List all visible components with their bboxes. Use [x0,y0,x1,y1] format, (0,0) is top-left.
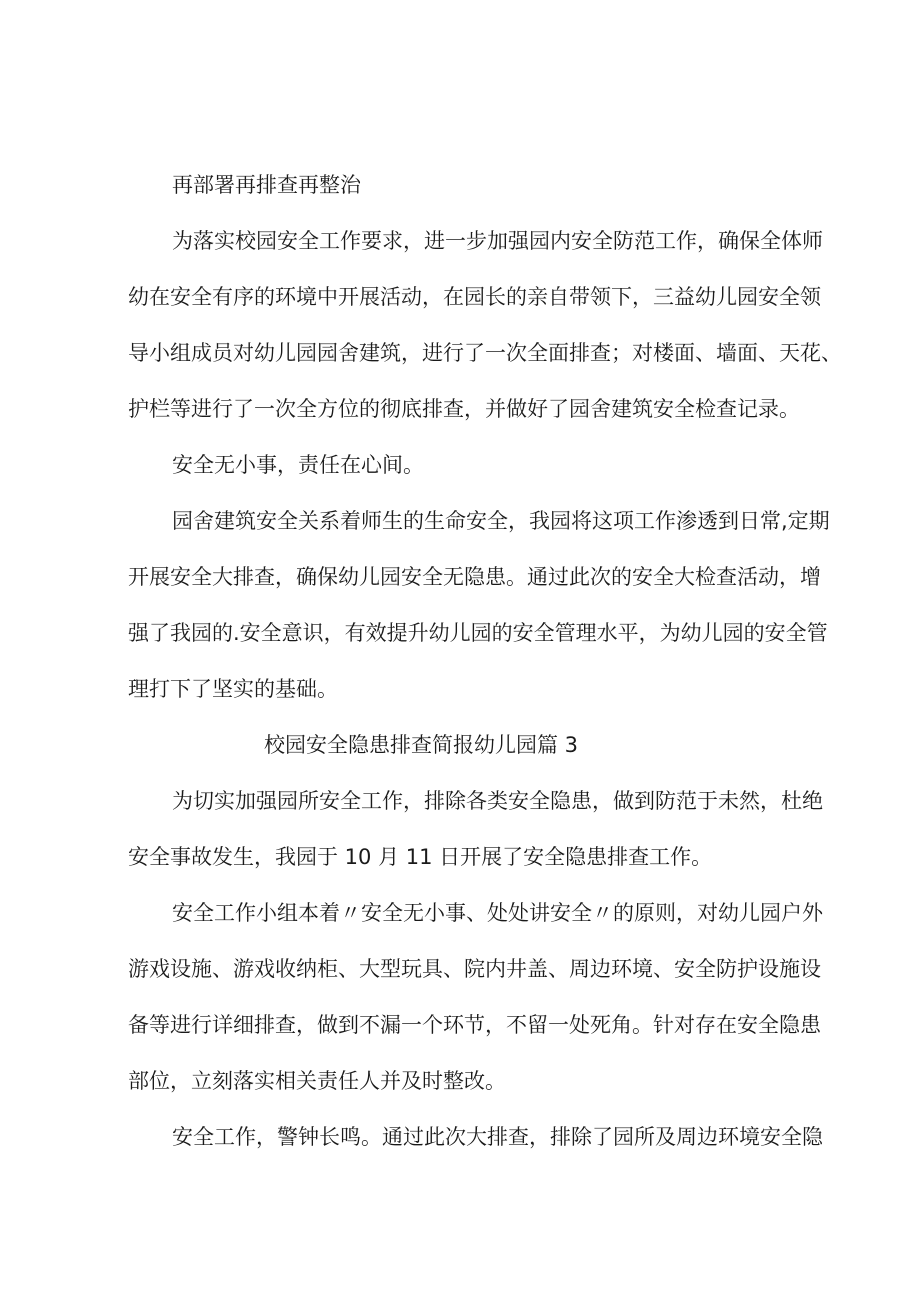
paragraph-line: 备等进行详细排查，做到不漏一个环节，不留一处死角。针对存在安全隐患 [128,1013,821,1037]
paragraph-line: 园舍建筑安全关系着师生的生命安全，我园将这项工作渗透到日常,定期 [172,509,830,533]
paragraph-line: 护栏等进行了一次全方位的彻底排查，并做好了园舍建筑安全检查记录。 [128,397,800,421]
section-heading: 校园安全隐患排查简报幼儿园篇 3 [264,733,579,757]
paragraph-line: 游戏设施、游戏收纳柜、大型玩具、院内井盖、周边环境、安全防护设施设 [128,957,821,981]
paragraph-line: 为切实加强园所安全工作，排除各类安全隐患，做到防范于未然，杜绝 [172,789,823,813]
paragraph-line: 强了我园的.安全意识，有效提升幼儿园的安全管理水平，为幼儿园的安全管 [128,621,828,645]
paragraph-line: 理打下了坚实的基础。 [128,677,338,701]
paragraph-line: 为落实校园安全工作要求，进一步加强园内安全防范工作，确保全体师 [172,229,823,253]
paragraph-line: 安全事故发生，我园于 10 月 11 日开展了安全隐患排查工作。 [128,845,713,869]
paragraph-line: 开展安全大排查，确保幼儿园安全无隐患。通过此次的安全大检查活动，增 [128,565,821,589]
paragraph-line: 安全无小事，责任在心间。 [172,453,424,477]
paragraph-line: 导小组成员对幼儿园园舍建筑，进行了一次全面排查；对楼面、墙面、天花、 [128,341,842,365]
paragraph-line: 安全工作，警钟长鸣。通过此次大排查，排除了园所及周边环境安全隐 [172,1125,823,1149]
section-title: 再部署再排查再整治 [172,173,361,197]
paragraph-line: 幼在安全有序的环境中开展活动，在园长的亲自带领下，三益幼儿园安全领 [128,285,821,309]
paragraph-line: 部位，立刻落实相关责任人并及时整改。 [128,1069,506,1093]
paragraph-line: 安全工作小组本着〃安全无小事、处处讲安全〃的原则，对幼儿园户外 [172,901,823,925]
